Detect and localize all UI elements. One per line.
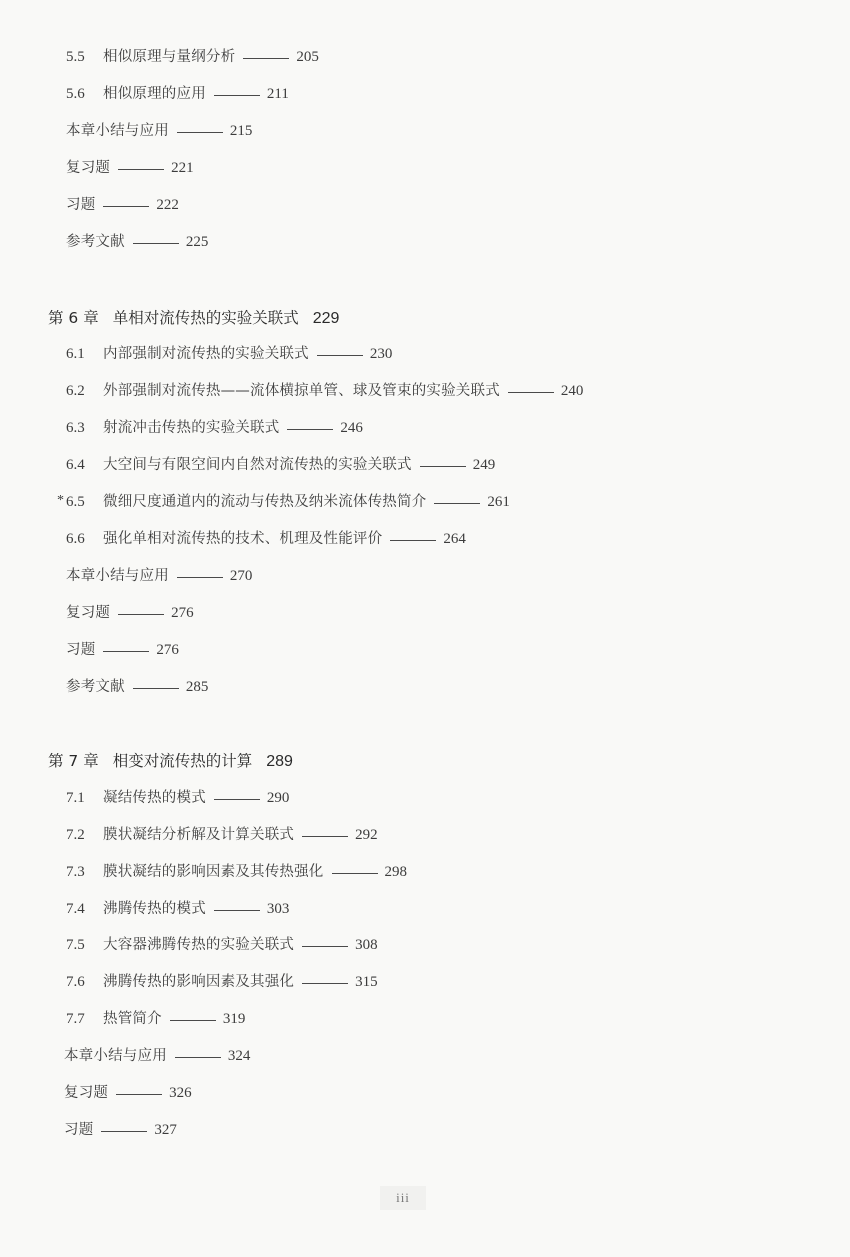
chapter-label: 第 6 章 (48, 309, 99, 327)
leader-dash (175, 1057, 221, 1058)
toc-entry-6-6[interactable] (66, 529, 466, 549)
entry-number: 7.2 (66, 827, 85, 843)
toc-entry-5-6[interactable] (66, 84, 289, 104)
entry-title: 微细尺度通道内的流动与传热及纳米流体传热简介 (103, 494, 427, 510)
chapter-title: 单相对流传热的实验关联式 (112, 309, 299, 327)
entry-title: 复习题 (64, 1085, 109, 1101)
entry-title: 相似原理与量纲分析 (103, 49, 236, 65)
toc-entry-ch7-exercises[interactable] (64, 1120, 177, 1140)
entry-number: 7.4 (66, 901, 85, 917)
entry-page: 264 (443, 531, 466, 547)
entry-page: 327 (154, 1122, 177, 1138)
entry-title: 强化单相对流传热的技术、机理及性能评价 (103, 531, 383, 547)
entry-title: 大容器沸腾传热的实验关联式 (103, 937, 295, 953)
entry-title: 习题 (64, 1122, 94, 1138)
entry-number: 6.1 (66, 346, 85, 362)
entry-page: 222 (156, 197, 179, 213)
entry-page: 276 (156, 642, 179, 658)
chapter-heading-6[interactable] (48, 307, 339, 330)
entry-page: 211 (266, 86, 289, 102)
toc-entry-ch5-exercises[interactable] (66, 195, 179, 215)
entry-number: 7.6 (66, 974, 85, 990)
toc-entry-ch5-references[interactable] (66, 232, 208, 252)
entry-title: 习题 (66, 642, 96, 658)
entry-page: 303 (266, 901, 290, 917)
entry-page: 270 (229, 568, 253, 584)
entry-page: 249 (472, 457, 496, 473)
entry-number: 7.7 (66, 1011, 85, 1027)
entry-title: 复习题 (66, 605, 111, 621)
toc-entry-6-2[interactable] (66, 381, 583, 401)
chapter-page: 229 (312, 310, 340, 327)
leader-dash (214, 799, 260, 800)
toc-entry-6-5[interactable] (66, 492, 510, 512)
entry-page: 225 (185, 234, 209, 250)
entry-number: 7.5 (66, 937, 85, 953)
chapter-label: 第 7 章 (48, 752, 99, 770)
entry-number: 7.1 (66, 790, 85, 806)
entry-number: 6.2 (66, 383, 85, 399)
toc-entry-7-1[interactable] (66, 788, 289, 808)
toc-entry-ch6-references[interactable] (66, 677, 208, 697)
entry-page: 292 (355, 827, 378, 843)
entry-page: 324 (227, 1048, 251, 1064)
chapter-heading-7[interactable] (48, 750, 293, 773)
leader-dash (214, 95, 260, 96)
toc-entry-ch6-review[interactable] (66, 603, 194, 623)
toc-entry-7-7[interactable] (66, 1009, 245, 1029)
entry-page: 221 (171, 160, 194, 176)
entry-title: 参考文献 (66, 679, 125, 695)
leader-dash (103, 206, 149, 207)
leader-dash (302, 836, 348, 837)
leader-dash (133, 243, 179, 244)
toc-entry-7-3[interactable] (66, 862, 407, 882)
leader-dash (103, 651, 149, 652)
entry-page: 230 (369, 346, 393, 362)
entry-title: 内部强制对流传热的实验关联式 (103, 346, 309, 362)
leader-dash (420, 466, 466, 467)
toc-entry-ch5-review[interactable] (66, 158, 194, 178)
entry-number-starred: * 6.5 (66, 492, 103, 512)
entry-page: 215 (229, 123, 253, 139)
entry-title: 大空间与有限空间内自然对流传热的实验关联式 (103, 457, 412, 473)
entry-title: 参考文献 (66, 234, 125, 250)
toc-entry-ch6-exercises[interactable] (66, 640, 179, 660)
entry-title: 习题 (66, 197, 96, 213)
entry-page: 240 (560, 383, 584, 399)
leader-dash (243, 58, 289, 59)
entry-number: 6.3 (66, 420, 85, 436)
entry-page: 261 (487, 494, 510, 510)
toc-entry-ch7-review[interactable] (64, 1083, 192, 1103)
entry-page: 308 (355, 937, 378, 953)
entry-number: 6.6 (66, 531, 85, 547)
toc-entry-7-5[interactable] (66, 935, 378, 955)
entry-page: 298 (384, 864, 407, 880)
leader-dash (118, 614, 164, 615)
chapter-title: 相变对流传热的计算 (112, 752, 253, 770)
entry-title: 相似原理的应用 (103, 86, 206, 102)
leader-dash (118, 169, 164, 170)
page-folio: iii (380, 1186, 426, 1210)
toc-entry-5-5[interactable] (66, 47, 319, 67)
toc-entry-6-4[interactable] (66, 455, 495, 475)
leader-dash (101, 1131, 147, 1132)
entry-title: 本章小结与应用 (66, 123, 169, 139)
entry-page: 205 (296, 49, 319, 65)
leader-dash (302, 983, 348, 984)
chapter-page: 289 (266, 753, 293, 770)
leader-dash (302, 946, 348, 947)
entry-title: 外部强制对流传热——流体横掠单管、球及管束的实验关联式 (103, 383, 500, 399)
entry-title: 沸腾传热的影响因素及其强化 (103, 974, 295, 990)
entry-page: 246 (340, 420, 363, 436)
leader-dash (332, 873, 378, 874)
leader-dash (214, 910, 260, 911)
entry-title: 复习题 (66, 160, 111, 176)
entry-number: 7.3 (66, 864, 85, 880)
entry-title: 本章小结与应用 (66, 568, 169, 584)
leader-dash (170, 1020, 216, 1021)
entry-title: 本章小结与应用 (64, 1048, 167, 1064)
entry-title: 膜状凝结的影响因素及其传热强化 (103, 864, 324, 880)
entry-title: 沸腾传热的模式 (103, 901, 206, 917)
entry-title: 热管简介 (103, 1011, 162, 1027)
leader-dash (287, 429, 333, 430)
leader-dash (177, 132, 223, 133)
leader-dash (133, 688, 179, 689)
entry-page: 290 (266, 790, 290, 806)
toc-entry-6-1[interactable] (66, 344, 392, 364)
leader-dash (508, 392, 554, 393)
entry-page: 326 (169, 1085, 192, 1101)
entry-number: 5.5 (66, 49, 85, 65)
entry-page: 285 (185, 679, 209, 695)
leader-dash (177, 577, 223, 578)
leader-dash (317, 355, 363, 356)
entry-title: 射流冲击传热的实验关联式 (103, 420, 280, 436)
leader-dash (434, 503, 480, 504)
entry-page: 319 (222, 1011, 246, 1027)
leader-dash (116, 1094, 162, 1095)
entry-number: 5.6 (66, 86, 85, 102)
toc-entry-ch7-summary[interactable] (64, 1046, 250, 1066)
entry-number: 6.4 (66, 457, 85, 473)
toc-entry-ch6-summary[interactable] (66, 566, 252, 586)
entry-title: 凝结传热的模式 (103, 790, 206, 806)
entry-page: 315 (355, 974, 378, 990)
entry-page: 276 (171, 605, 194, 621)
toc-entry-6-3[interactable] (66, 418, 363, 438)
toc-entry-7-2[interactable] (66, 825, 378, 845)
leader-dash (390, 540, 436, 541)
entry-title: 膜状凝结分析解及计算关联式 (103, 827, 295, 843)
toc-entry-ch5-summary[interactable] (66, 121, 252, 141)
toc-entry-7-6[interactable] (66, 972, 378, 992)
toc-entry-7-4[interactable] (66, 899, 289, 919)
